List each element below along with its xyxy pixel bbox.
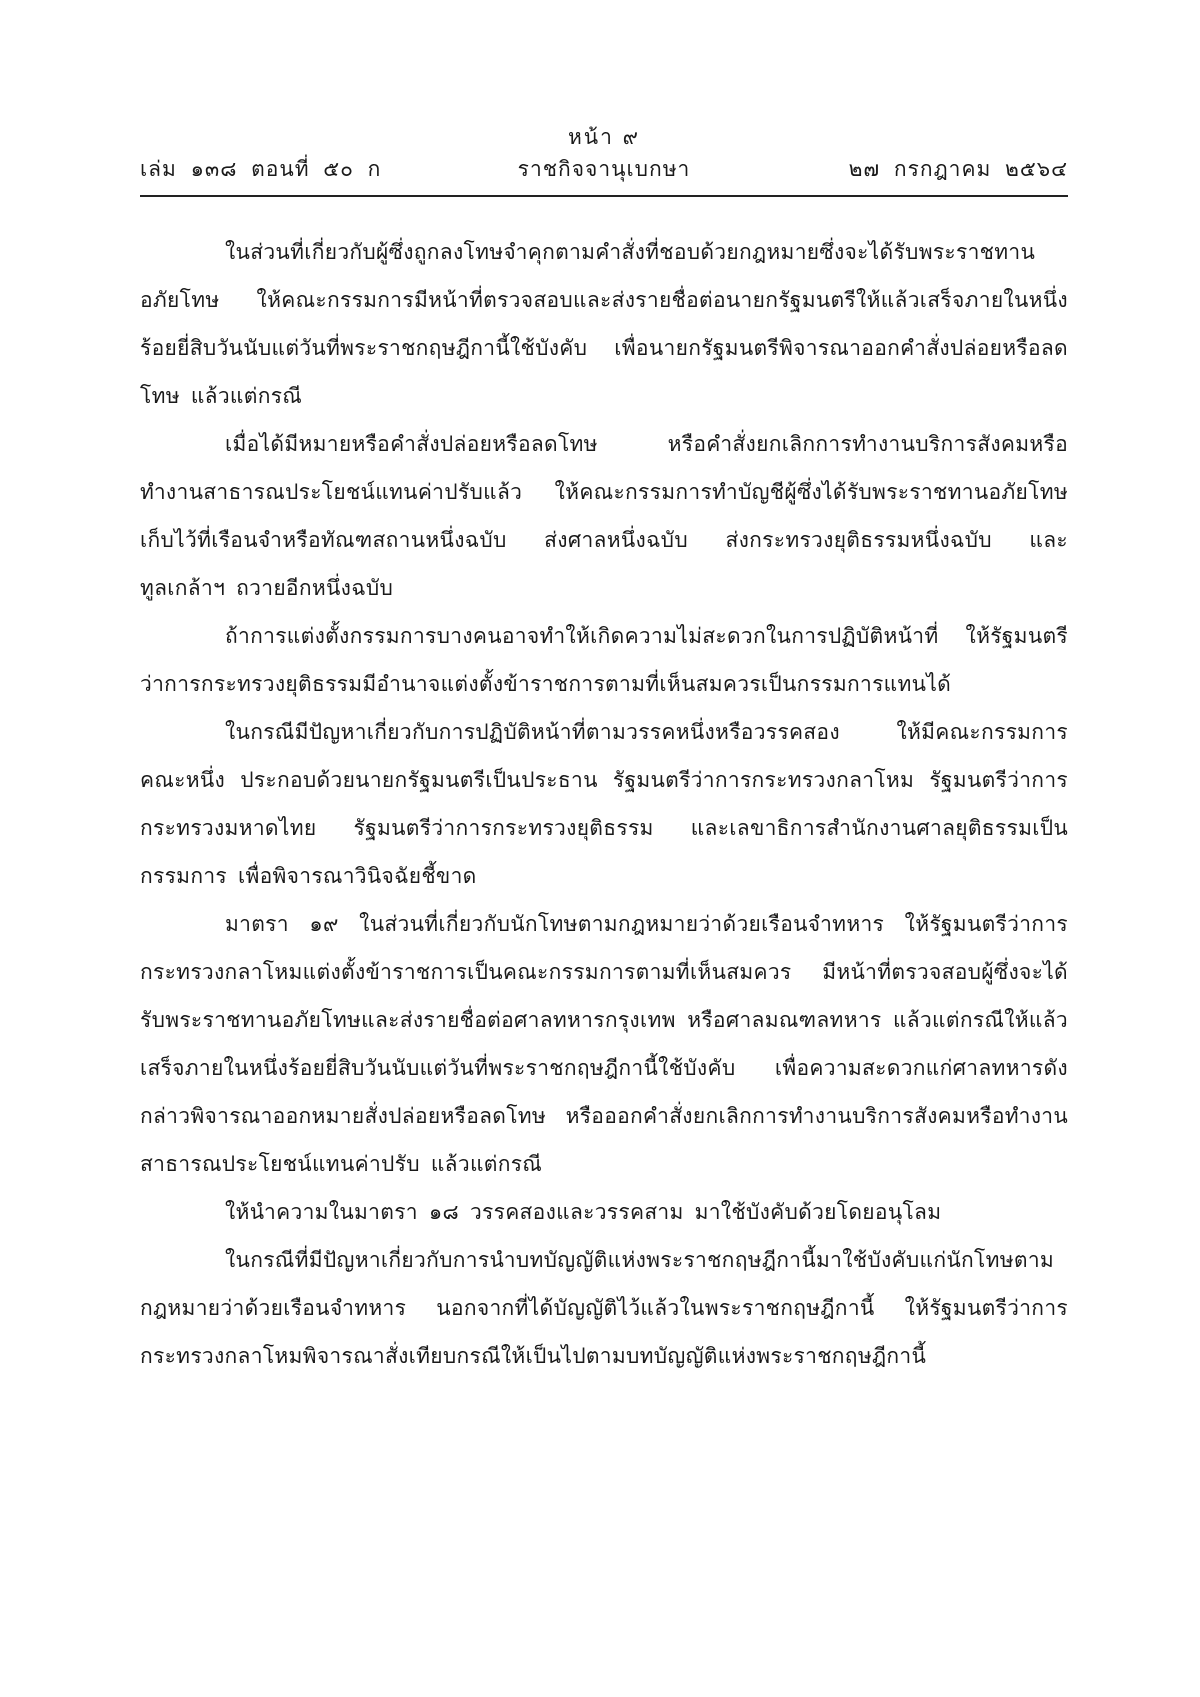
gazette-name: ราชกิจจานุเบกษา (517, 157, 691, 181)
header-row (140, 152, 1068, 186)
paragraph: ในกรณีที่มีปัญหาเกี่ยวกับการนำบทบัญญัติแห่งพระราชกฤษฎีกานี้มาใช้บังคับแก่นักโทษตามกฎหมายว่าด้วยเรือนจำทหาร นอกจากที่ได้บัญญัติไว้แล้วในพระราชกฤษฎีกานี้ ให้รัฐมนตรีว่าการกระทรวงกลาโหมพิจารณาสั่งเทียบกรณีให้เป็นไปตามบทบัญญัติแห่งพระราชกฤษฎีกานี้ (140, 1248, 1068, 1368)
paragraph: ถ้าการแต่งตั้งกรรมการบางคนอาจทำให้เกิดความไม่สะดวกในการปฏิบัติหน้าที่ ให้รัฐมนตรีว่าการกระทรวงยุติธรรมมีอำนาจแต่งตั้งข้าราชการตามที่เห็นสมควรเป็นกรรมการแทนได้ (140, 624, 1068, 696)
paragraph: ในส่วนที่เกี่ยวกับผู้ซึ่งถูกลงโทษจำคุกตามคำสั่งที่ชอบด้วยกฎหมายซึ่งจะได้รับพระราชทานอภัยโทษ ให้คณะกรรมการมีหน้าที่ตรวจสอบและส่งรายชื่อต่อนายกรัฐมนตรีให้แล้วเสร็จภายในหนึ่งร้อยยี่สิบวันนับแต่วันที่พระราชกฤษฎีกานี้ใช้บังคับ เพื่อนายกรัฐมนตรีพิจารณาออกคำสั่งปล่อยหรือลดโทษ แล้วแต่กรณี (140, 240, 1068, 408)
header-divider (140, 195, 1068, 197)
publication-date: ๒๗ กรกฎาคม ๒๕๖๔ (848, 157, 1068, 181)
paragraph: เมื่อได้มีหมายหรือคำสั่งปล่อยหรือลดโทษ หรือคำสั่งยกเลิกการทำงานบริการสังคมหรือทำงานสาธารณประโยชน์แทนค่าปรับแล้ว ให้คณะกรรมการทำบัญชีผู้ซึ่งได้รับพระราชทานอภัยโทษเก็บไว้ที่เรือนจำหรือทัณฑสถานหนึ่งฉบับ ส่งศาลหนึ่งฉบับ ส่งกระทรวงยุติธรรมหนึ่งฉบับ และทูลเกล้าฯ ถวายอีกหนึ่งฉบับ (140, 432, 1068, 600)
paragraph: ให้นำความในมาตรา ๑๘ วรรคสองและวรรคสาม มาใช้บังคับด้วยโดยอนุโลม (225, 1200, 942, 1224)
section-19-paragraph: มาตรา ๑๙ ในส่วนที่เกี่ยวกับนักโทษตามกฎหมายว่าด้วยเรือนจำทหาร ให้รัฐมนตรีว่าการกระทรวงกลาโหมแต่งตั้งข้าราชการเป็นคณะกรรมการตามที่เห็นสมควร มีหน้าที่ตรวจสอบผู้ซึ่งจะได้รับพระราชทานอภัยโทษและส่งรายชื่อต่อศาลทหารกรุงเทพ หรือศาลมณฑลทหาร แล้วแต่กรณีให้แล้วเสร็จภายในหนึ่งร้อยยี่สิบวันนับแต่วันที่พระราชกฤษฎีกานี้ใช้บังคับ เพื่อความสะดวกแก่ศาลทหารดังกล่าวพิจารณาออกหมายสั่งปล่อยหรือลดโทษ หรือออกคำสั่งยกเลิกการทำงานบริการสังคมหรือทำงานสาธารณประโยชน์แทนค่าปรับ แล้วแต่กรณี (140, 912, 1068, 1176)
volume-issue: เล่ม ๑๓๘ ตอนที่ ๕๐ ก (140, 157, 382, 181)
page-header (140, 122, 1068, 186)
page-number: หน้า ๙ (567, 125, 641, 149)
document-body (140, 228, 1068, 1380)
paragraph: ในกรณีมีปัญหาเกี่ยวกับการปฏิบัติหน้าที่ตามวรรคหนึ่งหรือวรรคสอง ให้มีคณะกรรมการคณะหนึ่ง ประกอบด้วยนายกรัฐมนตรีเป็นประธาน รัฐมนตรีว่าการกระทรวงกลาโหม รัฐมนตรีว่าการกระทรวงมหาดไทย รัฐมนตรีว่าการกระทรวงยุติธรรม และเลขาธิการสำนักงานศาลยุติธรรมเป็นกรรมการ เพื่อพิจารณาวินิจฉัยชี้ขาด (140, 720, 1068, 888)
